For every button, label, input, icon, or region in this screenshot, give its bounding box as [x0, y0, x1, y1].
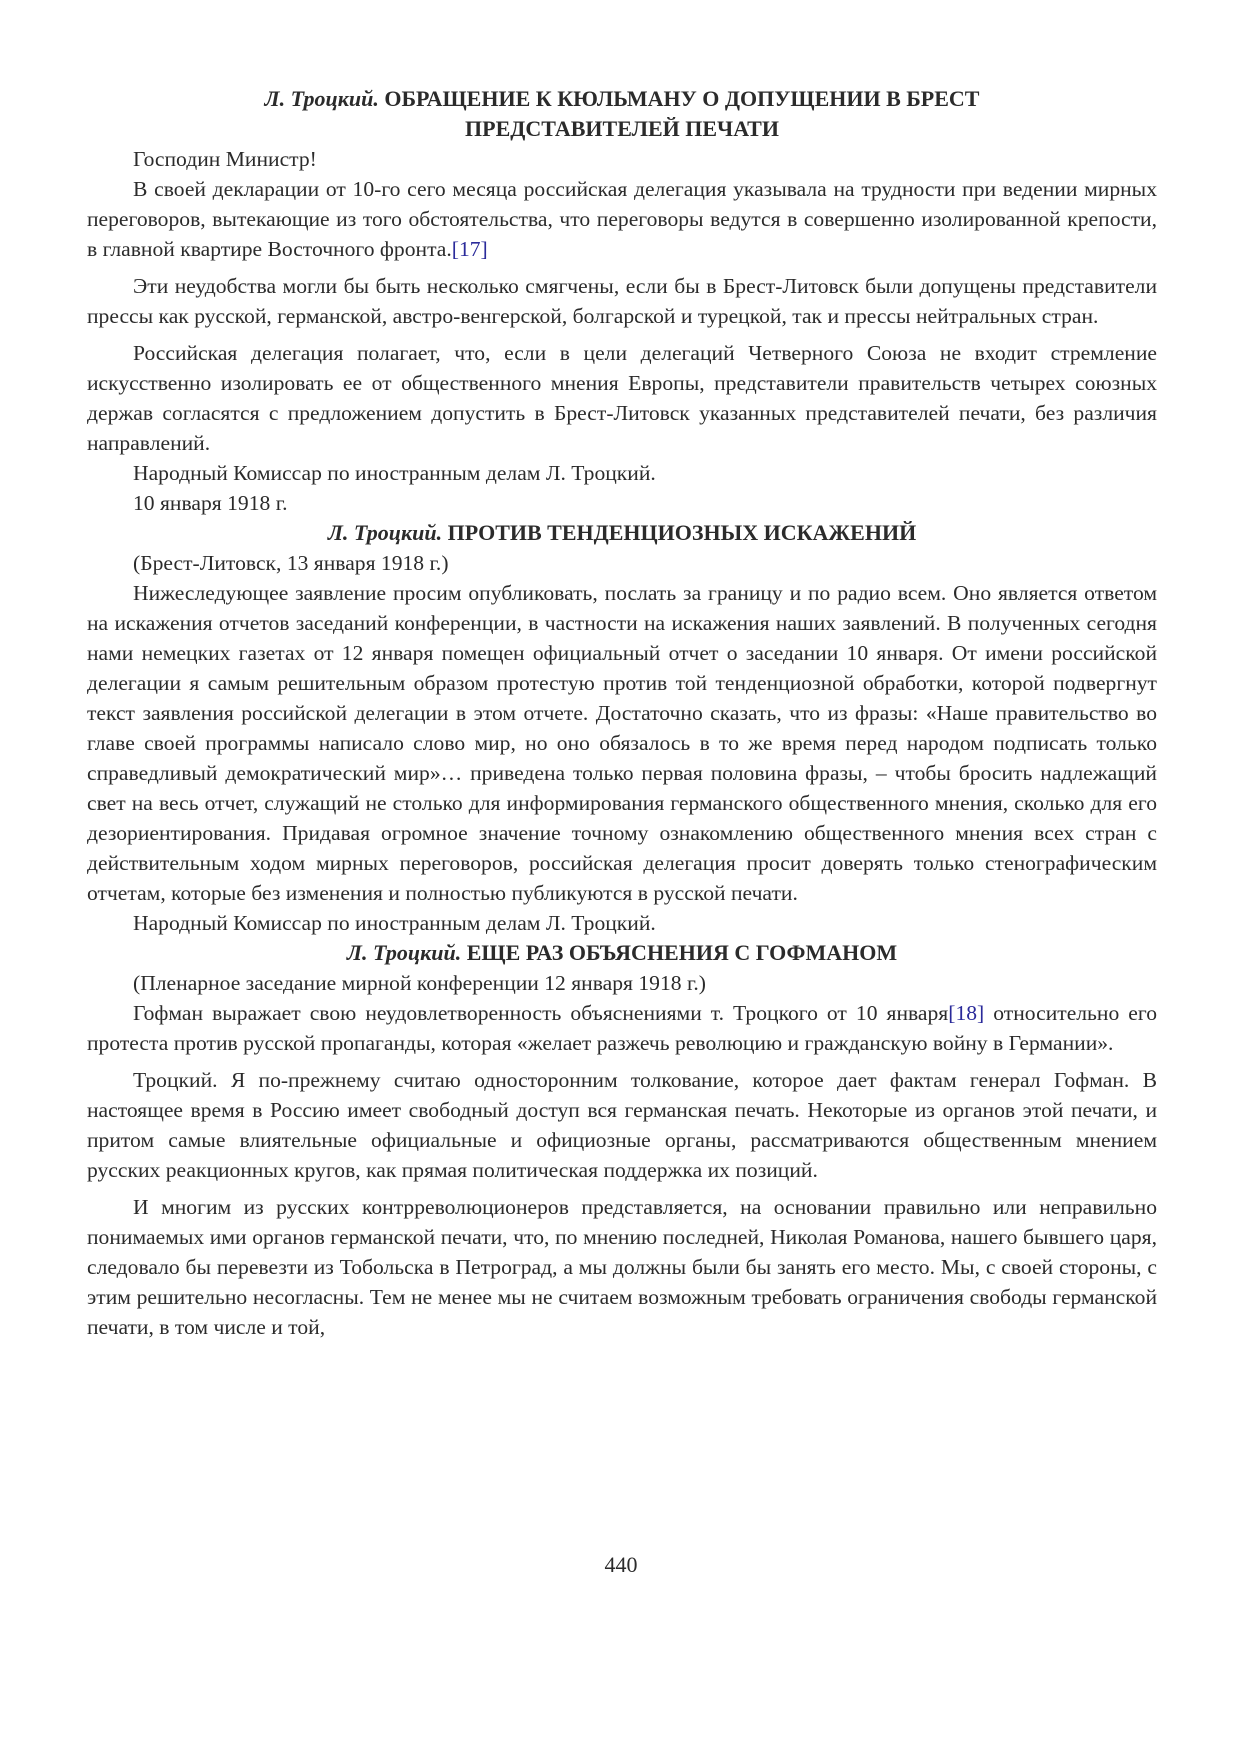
- section-1-author: Л. Троцкий.: [264, 86, 379, 111]
- section-2-signature: Народный Комиссар по иностранным делам Л. Троцкий.: [133, 911, 656, 935]
- section-1-heading: [87, 84, 1157, 144]
- section-2-body: Нижеследующее заявление просим опубликовать, послать за границу и по радио всем. Оно является ответом на искажения отчетов заседаний конференции, в частности на искажения наших заявлений. В полученных сегодня нами немецких газетах от 12 января помещен официальный отчет о заседании 10 января. От имени российской делегации я самым решительным образом протестую против той тенденциозной обработки, которой подвергнут текст заявления российской делегации в этом отчете. Достаточно сказать, что из фразы: «Наше правительство во главе своей программы написало слово мир, но оно обязалось в то же время перед народом подписать только справедливый демократический мир»… приведена только первая половина фразы, – чтобы бросить надлежащий свет на весь отчет, служащий не столько для информирования германского общественного мнения, сколько для его дезориентирования. Придавая огромное значение точному ознакомлению общественного мнения всех стран с действительным ходом мирных переговоров, российская делегация просит доверять только стенографическим отчетам, которые без изменения и полностью публикуются в русской печати.: [87, 581, 1157, 905]
- section-1-paragraph-1-text: В своей декларации от 10-го сего месяца российская делегация указывала на трудности при ведении мирных переговоров, вытекающие из того обстоятельства, что переговоры ведутся в совершенно изолированной крепости, в главной квартире Восточного фронта.: [87, 177, 1157, 261]
- footnote-link-18[interactable]: [18]: [948, 1001, 985, 1025]
- section-2-title: ПРОТИВ ТЕНДЕНЦИОЗНЫХ ИСКАЖЕНИЙ: [447, 520, 917, 545]
- section-1-paragraph-2: Эти неудобства могли бы быть несколько смягчены, если бы в Брест-Литовск были допущены представители прессы как русской, германской, австро-венгерской, болгарской и турецкой, так и прессы нейтральных стран.: [87, 274, 1157, 328]
- document-page: [87, 84, 1157, 1342]
- section-2-heading: [87, 518, 1157, 548]
- section-1-title-line2: ПРЕДСТАВИТЕЛЕЙ ПЕЧАТИ: [465, 116, 779, 141]
- section-3-paragraph-3: И многим из русских контрреволюционеров представляется, на основании правильно или неправильно понимаемых ими органов германской печати, что, по мнению последней, Николая Романова, нашего бывшего царя, следовало бы перевезти из Тобольска в Петроград, а мы должны были бы занять его место. Мы, с своей стороны, с этим решительно несогласны. Тем не менее мы не считаем возможным требовать ограничения свободы германской печати, в том числе и той,: [87, 1195, 1157, 1339]
- section-1-paragraph-1: [87, 174, 1157, 264]
- section-3-paragraph-2: Троцкий. Я по-прежнему считаю односторонним толкование, которое дает фактам генерал Гофман. В настоящее время в Россию имеет свободный доступ вся германская печать. Некоторые из органов этой печати, и притом самые влиятельные официальные и официозные органы, рассматриваются общественным мнением русских реакционных кругов, как прямая политическая поддержка их позиций.: [87, 1068, 1157, 1182]
- section-3-title: ЕЩЕ РАЗ ОБЪЯСНЕНИЯ С ГОФМАНОМ: [466, 940, 898, 965]
- section-3-heading: [87, 938, 1157, 968]
- section-1-date: 10 января 1918 г.: [133, 491, 288, 515]
- section-1-title-line1: ОБРАЩЕНИЕ К КЮЛЬМАНУ О ДОПУЩЕНИИ В БРЕСТ: [384, 86, 980, 111]
- section-2-author: Л. Троцкий.: [327, 520, 443, 545]
- section-1-salutation: Господин Министр!: [133, 147, 317, 171]
- section-3-subtitle: (Пленарное заседание мирной конференции 12 января 1918 г.): [133, 971, 706, 995]
- section-1-signature: Народный Комиссар по иностранным делам Л. Троцкий.: [133, 461, 656, 485]
- page-number: 440: [604, 1552, 638, 1577]
- section-3-paragraph-1: [87, 998, 1157, 1058]
- section-2-subtitle: (Брест-Литовск, 13 января 1918 г.): [133, 551, 449, 575]
- section-3-author: Л. Троцкий.: [346, 940, 462, 965]
- footnote-link-17[interactable]: [17]: [451, 237, 488, 261]
- section-3-paragraph-1-before: Гофман выражает свою неудовлетворенность объяснениями т. Троцкого от 10 января: [133, 1001, 949, 1025]
- section-1-paragraph-3: Российская делегация полагает, что, если в цели делегаций Четверного Союза не входит стремление искусственно изолировать ее от общественного мнения Европы, представители правительств четырех союзных держав согласятся с предложением допустить в Брест-Литовск указанных представителей печати, без различия направлений.: [87, 341, 1157, 455]
- section-3-paragraph-1-after: относительно его протеста против русской пропаганды, которая «желает разжечь революцию и гражданскую войну в Германии».: [87, 1001, 1157, 1055]
